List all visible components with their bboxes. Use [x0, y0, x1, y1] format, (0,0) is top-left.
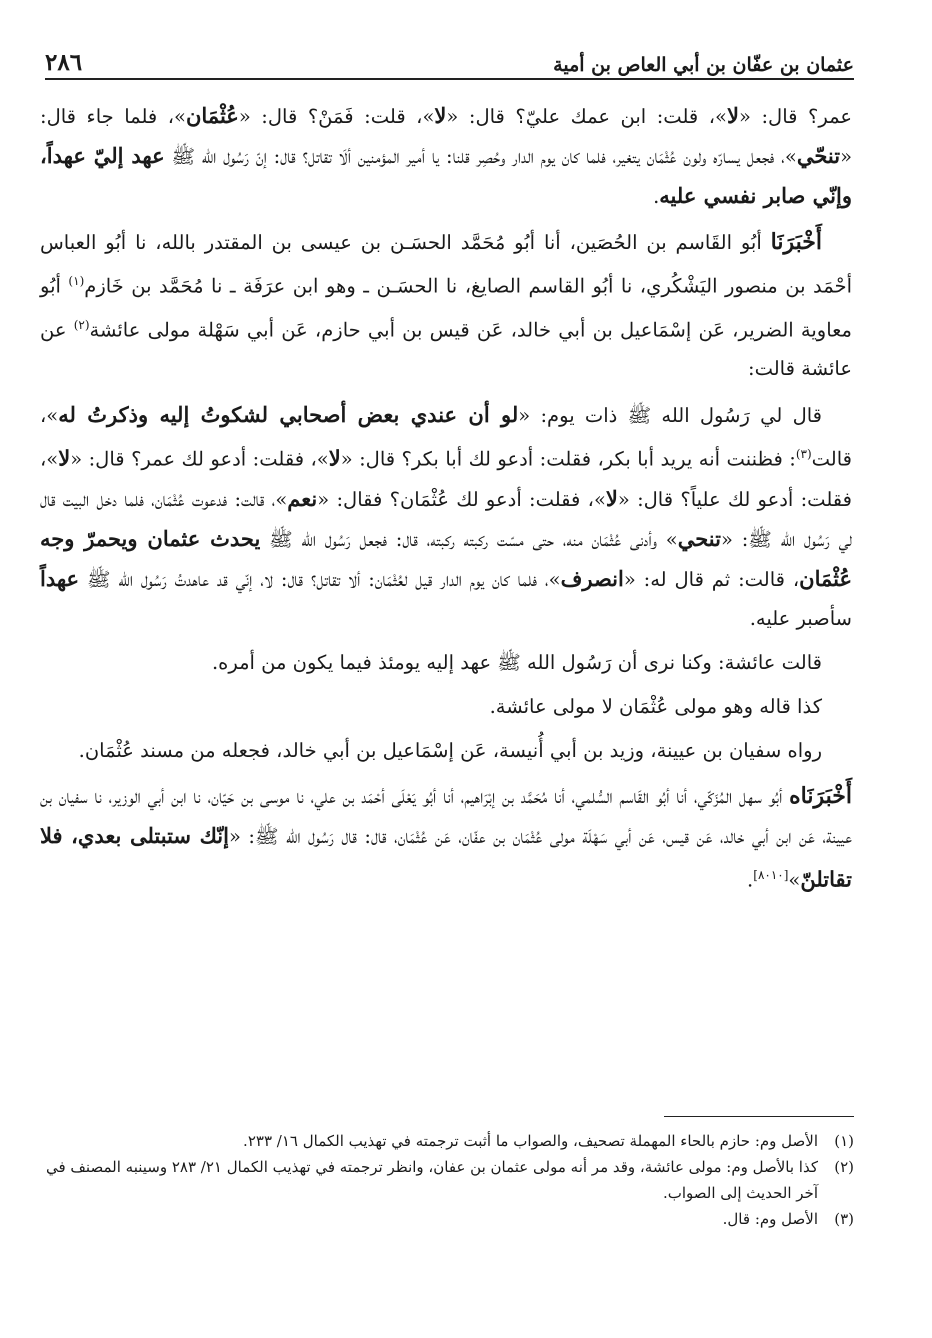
footnote-number: (٣): [834, 1210, 854, 1228]
hadith-text: إنّك ستبتلى بعدي، فلا تقاتلنّ: [40, 822, 852, 891]
footnote-number: (١): [834, 1132, 854, 1150]
text-run: قالت عائشة: وكنا نرى أن رَسُول الله ﷺ عهد إليه يومئذ فيما يكون من أمره.: [211, 650, 822, 674]
text-run: .: [747, 868, 754, 891]
text-run: »، فقلت: أدعو لك عمر؟ قال: «: [70, 447, 329, 471]
hadith-text: لا: [434, 103, 447, 128]
hadith-text: لا: [328, 445, 341, 471]
footnote: [40, 1206, 854, 1232]
hadith-text: عُثْمَان: [186, 103, 239, 128]
text-run: »، قالت: فدعوت عُثْمَان، فلما دخل البيت قال لي رَسُول الله ﷺ: «: [40, 487, 852, 551]
text-run: سأصبر عليه.: [749, 606, 852, 630]
footnote-separator: [664, 1116, 854, 1117]
text-run: »، قلت: فَمَنْ؟ قال: «: [238, 105, 435, 128]
isnad-lead: أَخْبَرَنَاه: [789, 782, 852, 809]
hadith-text: يحدث عثمان ويحمرّ وجه عُثْمَان: [40, 525, 852, 591]
main-text: [40, 96, 852, 899]
hadith-text: تنحّي: [796, 143, 841, 168]
hadith-text: تنحي: [677, 525, 721, 551]
paragraph: [40, 731, 852, 770]
running-title: عثمان بن عفّان بن أبي العاص بن أمية: [553, 54, 854, 76]
footnote: [40, 1128, 854, 1154]
footnote: [40, 1154, 854, 1206]
isnad-lead: أَخْبَرَنَا: [770, 229, 822, 255]
text-run: أبُو القَاسم بن الحُصَين، أنا أبُو مُحَمَّد الحسَـن بن عيسى بن المقتدر بالله، نا أبُو العباس أحْمَد بن منصور اليَشْكُري، نا أبُو القاسم الصايغ، نا الحسَـن ـ وهو ابن عرَفَة ـ نا مُحَمَّد بن خَازم: [40, 231, 852, 298]
hadith-text: لا: [727, 103, 739, 128]
text-run: ، قالت: ثم قال له: «: [623, 567, 800, 591]
footnote-ref: (٣): [795, 447, 812, 461]
hadith-text: عهداً: [40, 565, 80, 591]
text-run: »، فلما كان يوم الدار قيل لعُثْمَان: ألا تقاتل؟ قال: لا، إنّي قد عاهدتُ رَسُول الله ﷺ: [79, 567, 561, 591]
text-run: .: [653, 185, 660, 208]
text-run: »، قلت: ابن عمك عليّ؟ قال: «: [446, 105, 727, 128]
text-run: أبُو سهل المُزَكّي، أنا أبُو القَاسم السُّلمي، أنا مُحَمَّد بن إبْرَاهيم، أنا أبُو يَعْلَى أحْمَد بن علي، نا موسى بن حَيّان، نا ابن أبي الوزير، نا سفيان بن عيينة، عَن ابن أبي خالد، عَن قيس، عَن أبي سَهْلَة مولى عُثْمَان بن عفّان، عَن عُثْمَان، قال: قال رَسُول الله ﷺ: «: [40, 784, 852, 848]
hadith-text: لا: [58, 445, 71, 471]
text-run: »، فقلت: أدعو لك علياً؟ قال: «: [40, 447, 852, 511]
header-rule: [45, 78, 854, 80]
paragraph: [40, 395, 852, 638]
paragraph: [40, 96, 852, 216]
paragraph: [40, 687, 852, 726]
footnote-ref: (٢): [73, 317, 90, 332]
footnote-ref: [٨٠١٠]: [753, 867, 789, 882]
text-run: »، فقلت: أدعو لك عُثْمَان؟ فقال: «: [317, 487, 606, 511]
footnote-text: كذا بالأصل وم: مولى عائشة، وقد مر أنه مولى عثمان بن عفان، وانظر ترجمته في تهذيب الكمال ٢١/ ٢٨٣ وسينبه المصنف في آخر الحديث إلى الصواب.: [45, 1158, 818, 1202]
text-run: رواه سفيان بن عيينة، وزيد بن أبي أُنيسة، عَن إسْمَاعيل بن أبي خالد، فجعله من مسند عُثْمَان.: [78, 738, 822, 762]
hadith-text: انصرف: [560, 565, 624, 591]
text-run: عن عائشة قالت:: [40, 318, 852, 380]
text-run: عمر؟ قال: «: [738, 105, 853, 128]
hadith-text: لو أن عندي بعض أصحابي لشكوتُ إليه وذكرتُ له: [58, 402, 519, 427]
page-number: ٢٨٦: [45, 49, 83, 76]
footnote-ref: (١): [68, 274, 85, 288]
text-run: »، فجعل يسارّه ولون عُثْمَان يتغير، فلما كان يوم الدار وحُصِر قلنا: يا أمير المؤمنين ألَا تقاتل؟ قال: إنّ رَسُول الله ﷺ: [164, 145, 797, 168]
text-run: أبُو معاوية الضرير، عَن إسْمَاعيل بن أبي خالد، عَن قيس بن أبي حازم، عَن أبي سَهْلة مولى عائشة: [40, 274, 852, 341]
text-run: كذا قاله وهو مولى عُثْمَان لا مولى عائشة.: [489, 694, 822, 718]
footnote-text: الأصل وم: حازم بالحاء المهملة تصحيف، والصواب ما أثبت ترجمته في تهذيب الكمال ١٦/ ٢٣٣.: [243, 1132, 818, 1150]
footnote-text: الأصل وم: قال.: [722, 1210, 818, 1228]
text-run: » وأدنى عُثْمَان منه، حتى مسّت ركبته ركبته، قال: فجعل رَسُول الله ﷺ: [260, 527, 678, 551]
text-run: قال لي رَسُول الله ﷺ ذات يوم: «: [518, 404, 823, 427]
hadith-text: لا: [605, 485, 618, 511]
page-header: [45, 40, 854, 76]
footnote-number: (٢): [834, 1158, 854, 1176]
footnotes: [40, 1128, 854, 1232]
hadith-text: عهد إليّ عهداً، وإنّي صابر نفسي عليه: [40, 143, 852, 208]
paragraph: [40, 777, 852, 900]
text-run: »، قالت: [40, 404, 852, 471]
paragraph: [40, 223, 852, 388]
text-run: »، فلما جاء قال: «: [40, 105, 852, 168]
text-run: : فظننت أنه يريد أبا بكر، فقلت: أدعو لك أبا بكر؟ قال: «: [340, 447, 796, 471]
text-run: »: [788, 868, 801, 891]
paragraph: [40, 643, 852, 682]
hadith-text: نعم: [287, 485, 318, 511]
